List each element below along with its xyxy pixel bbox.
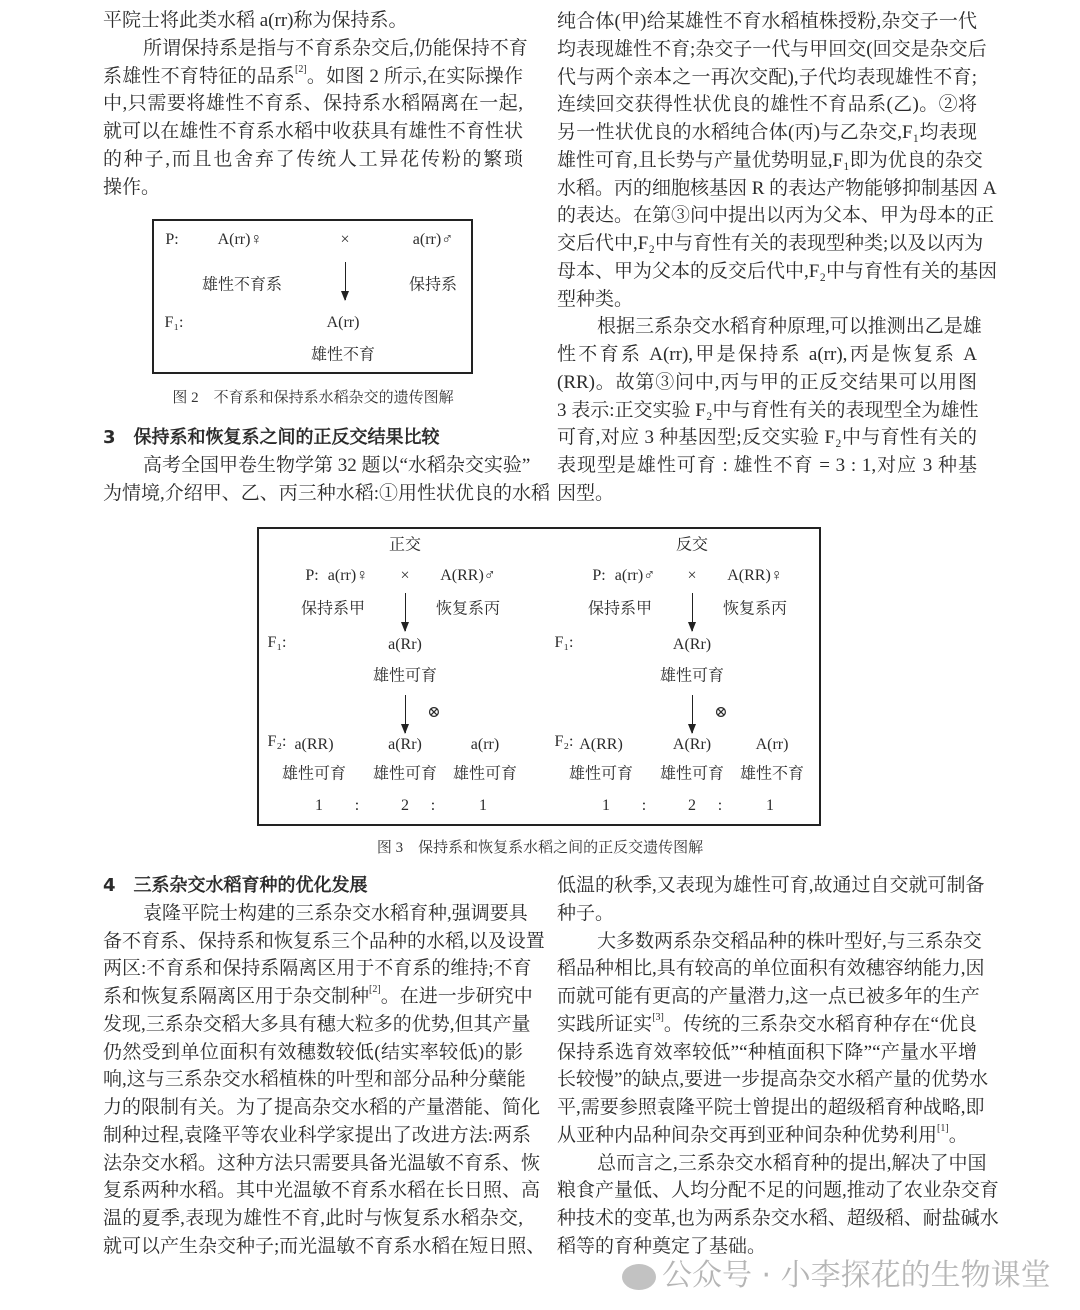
text-line: 水稻。丙的细胞核基因 R 的表达产物能够抑制基因 A [557,177,997,199]
text-line: 就可以产生杂交种子;而光温敏不育系水稻在短日照、 [103,1235,546,1257]
fig3-f2-genotype: A(RR) [579,736,623,753]
text-line: 复系两种水稻。其中光温敏不育系水稻在长日照、高 [103,1180,541,1202]
fig2-female-name: 雄性不育系 [201,276,283,294]
fig3-p-label: P: [305,567,319,584]
fig3-f1-phenotype: 雄性可育 [372,667,438,685]
fig3-f2-phenotype: 雄性可育 [372,765,438,783]
fig3-ratio-item: 1 [602,797,610,814]
fig3-p-label: P: [592,567,606,584]
fig3-ratio-item: : [641,797,647,814]
fig2-male-parent: a(rr)♂ [412,231,454,248]
text-line: 种技术的变革,也为两系杂交水稻、超级稻、耐盐碱水 [557,1208,999,1229]
text-line: 力的限制有关。为了提高杂交水稻的产量潜能、简化 [103,1097,541,1118]
text-line: 就可以在雄性不育系水稻中收获具有雄性不育性状 [103,121,523,142]
text-line: 因型。 [557,482,615,504]
text-line: 另一性状优良的水稻纯合体(丙)与乙杂交,F₁均表现 [557,122,977,143]
text-line: 性不育系 A(rr),甲是保持系 a(rr),丙是恢复系 A [557,344,977,365]
left-column-top-text [103,7,528,201]
text-line: 系和恢复系隔离区用于杂交制种[2]。在进一步研究中 [103,984,533,1007]
text-line: 总而言之,三系杂交水稻育种的提出,解决了中国 [597,1152,987,1174]
figure-3-caption: 图 3 保持系和恢复系水稻之间的正反交遗传图解 [376,840,704,856]
arrow-down-icon [692,593,693,631]
fig3-f2-label: F₂: [554,733,574,750]
fig3-f2-phenotype: 雄性不育 [739,765,805,783]
fig3-ratio-item: : [717,797,723,814]
fig3-f1-genotype: A(Rr) [672,636,712,653]
fig3-ratio-item: : [354,797,360,814]
text-line: 稻等的育种奠定了基础。 [557,1235,767,1257]
text-line: 稻品种相比,具有较高的单位面积有效穗容纳能力,因 [557,958,985,980]
text-line: 种子。 [557,902,615,924]
text-line: 备不育系、保持系和恢复系三个品种的水稻,以及设置 [103,930,545,952]
text-line: 制种过程,袁隆平等农业科学家提出了改进方法:两系 [103,1124,532,1146]
text-line: 表现型是雄性可育 : 雄性不育 = 3 : 1,对应 3 种基 [557,455,977,476]
fig2-f1-genotype: A(rr) [326,314,360,331]
text-line: 雄性可育,且长势与产量优势明显,F₁即为优良的杂交 [557,149,983,171]
text-line: 均表现雄性不育;杂交子一代与甲回交(回交是杂交后 [557,38,987,60]
fig3-f2-genotype: A(rr) [755,736,789,753]
fig3-ratio-item: 2 [401,797,409,814]
fig3-right-parent-name: 恢复系丙 [435,600,501,618]
text-line: 大多数两系杂交稻品种的株叶型好,与三系杂交 [597,930,982,952]
fig3-right-parent: A(RR)♀ [727,567,783,584]
text-line: 发现,三系杂交稻大多具有穗大粒多的优势,但其产量 [103,1013,531,1035]
section-4 [103,872,546,1261]
text-line: 从亚种内品种间杂交再到亚种间杂种优势利用[1]。 [557,1122,968,1146]
text-line: 系雄性不育特征的品系[2]。如图 2 所示,在实际操作 [103,63,523,87]
fig3-cross-title: 反交 [675,536,709,554]
fig3-f2-phenotype: 雄性可育 [568,765,634,783]
fig2-female-parent: A(rr)♀ [217,231,263,248]
fig2-male-name: 保持系 [408,276,458,294]
fig3-cross-symbol: × [687,567,697,584]
text-line: 所谓保持系是指与不育系杂交后,仍能保持不育 [143,37,528,59]
text-line: 的表达。在第③问中提出以丙为父本、甲为母本的正 [557,205,995,227]
text-line: 法杂交水稻。这种方法只需要具备光温敏不育系、恢 [103,1152,541,1174]
fig3-f2-genotype: a(Rr) [388,736,422,753]
text-line: 仍然受到单位面积有效穗数较低(结实率较低)的影 [103,1041,523,1063]
text-line: 代与两个亲本之一再次交配),子代均表现雄性不育; [557,66,977,88]
text-line: 而就可能有更高的产量潜力,这一点已被多年的生产 [557,986,980,1007]
wechat-icon [622,1264,656,1290]
fig3-right-parent-name: 恢复系丙 [722,600,788,618]
fig3-f2-phenotype: 雄性可育 [452,765,518,783]
fig3-f2-genotype: a(rr) [470,736,500,753]
arrow-down-icon [692,695,693,733]
fig2-arrow-icon [345,262,346,300]
text-line: 可育,对应 3 种基因型;反交实验 F₂中与育性有关的 [557,427,977,449]
fig3-f2-phenotype: 雄性可育 [659,765,725,783]
fig2-f1-phenotype: 雄性不育 [310,346,376,364]
fig3-left-parent: a(rr)♀ [327,567,369,584]
text-line: 操作。 [103,176,161,198]
text-line: 连续回交获得性状优良的雄性不育品系(乙)。②将 [557,94,977,116]
right-column-bottom-text [557,872,999,1261]
text-line: 平,需要参照袁隆平院士曾提出的超级稻育种战略,即 [557,1097,985,1118]
fig2-f1-label: F₁: [164,314,184,331]
text-line: 低温的秋季,又表现为雄性可育,故通过自交就可制备 [557,875,985,896]
figure-2-caption: 图 2 不育系和保持系水稻杂交的遗传图解 [172,390,454,406]
text-line: 3 表示:正交实验 F₂中与育性有关的表现型全为雄性 [557,399,979,421]
fig3-left-parent-name: 保持系甲 [300,600,366,618]
fig2-p-label: P: [165,231,179,248]
fig3-ratio-item: 1 [479,797,487,814]
text-line: (RR)。故第③问中,丙与甲的正反交结果可以用图 [557,371,977,393]
fig3-cross-title: 正交 [388,536,422,554]
fig3-f2-label: F₂: [267,733,287,750]
text-line: 的种子,而且也舍弃了传统人工异花传粉的繁琐 [103,148,523,170]
text-line: 纯合体(甲)给某雄性不育水稻植株授粉,杂交子一代 [557,11,977,32]
fig3-cross-symbol: × [400,567,410,584]
fig3-f1-genotype: a(Rr) [388,636,422,653]
text-line: 实践所证实[3]。传统的三系杂交水稻育种存在“优良 [557,1011,977,1035]
fig3-f2-genotype: A(Rr) [672,736,712,753]
arrow-down-icon [405,695,406,733]
text-line: 平院士将此类水稻 a(rr)称为保持系。 [103,10,408,31]
fig3-ratio-item: 1 [315,797,323,814]
text-line: 温的夏季,表现为雄性不育,此时与恢复系水稻杂交, [103,1208,523,1229]
fig3-right-parent: A(RR)♂ [440,567,496,584]
fig2-cross-symbol: × [340,231,350,248]
fig3-selfing-icon: ⊗ [427,704,441,721]
fig3-f2-phenotype: 雄性可育 [281,765,347,783]
text-line: 响,这与三系杂交水稻植株的叶型和部分品种分蘖能 [103,1069,526,1091]
text-line: 为情境,介绍甲、乙、丙三种水稻:①用性状优良的水稻 [103,482,551,504]
watermark-text: 公众号 · 小李探花的生物课堂 [662,1258,1051,1293]
text-line: 两区:不育系和保持系隔离区用于不育系的维持;不育 [103,958,532,980]
arrow-down-icon [405,593,406,631]
text-line: 袁隆平院士构建的三系杂交水稻育种,强调要具 [143,902,528,924]
fig3-f1-phenotype: 雄性可育 [659,667,725,685]
fig3-selfing-icon: ⊗ [714,704,728,721]
right-column-top-text [557,8,997,508]
fig3-ratio-item: : [430,797,436,814]
fig3-left-parent-name: 保持系甲 [587,600,653,618]
text-line: 根据三系杂交水稻育种原理,可以推测出乙是雄 [597,316,982,338]
text-line: 中,只需要将雄性不育系、保持系水稻隔离在一起, [103,93,523,115]
fig3-f1-label: F₁: [267,634,287,651]
section-heading: 3 保持系和恢复系之间的正反交结果比较 [103,427,440,448]
text-line: 长较慢”的缺点,要进一步提高杂交水稻产量的优势水 [557,1069,989,1091]
section-heading: 4 三系杂交水稻育种的优化发展 [103,875,368,896]
fig3-ratio-item: 1 [766,797,774,814]
text-line: 高考全国甲卷生物学第 32 题以“水稻杂交实验” [143,454,531,476]
text-line: 粮食产量低、人均分配不足的问题,推动了农业杂交育 [557,1180,999,1202]
fig3-f1-label: F₁: [554,634,574,651]
text-line: 交后代中,F₂中与育性有关的表现型种类;以及以丙为 [557,233,984,254]
fig3-f2-genotype: a(RR) [294,736,334,753]
watermark [622,1250,1051,1294]
text-line: 母本、甲为父本的反交后代中,F₂中与育性有关的基因 [557,260,997,282]
fig3-ratio-item: 2 [688,797,696,814]
text-line: 型种类。 [557,288,634,310]
fig3-left-parent: a(rr)♂ [614,567,656,584]
text-line: 保持系选育效率较低”“种植面积下降”“产量水平增 [557,1041,977,1063]
section-3 [103,424,551,507]
